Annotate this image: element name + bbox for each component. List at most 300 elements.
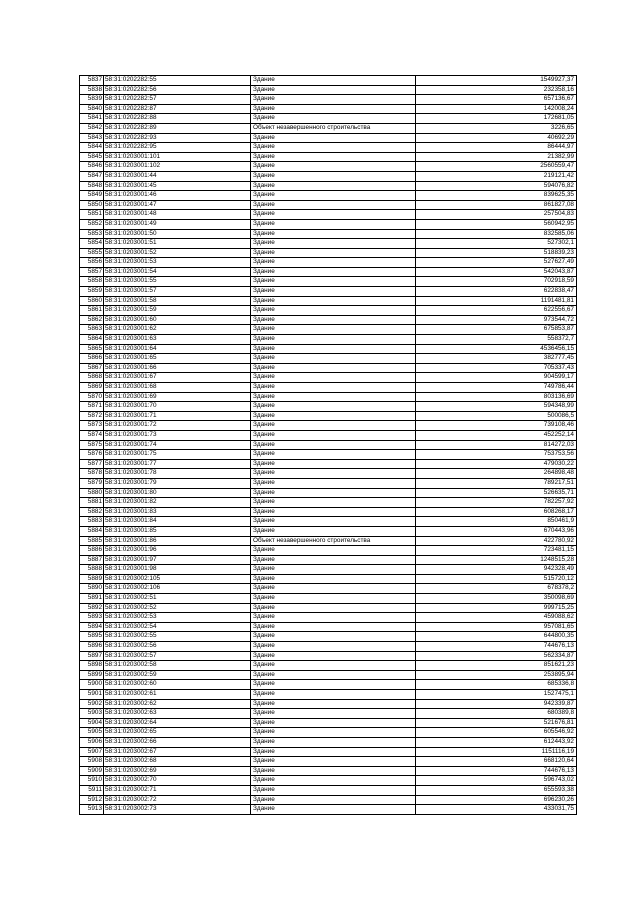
row-number: 5856 xyxy=(80,258,104,268)
object-type: Здание xyxy=(251,766,416,776)
cadastral-number: 58:31:0203001:63 xyxy=(104,335,251,345)
cadastral-value: 560942,95 xyxy=(416,219,577,229)
cadastral-value: 705337,43 xyxy=(416,363,577,373)
cadastral-value: 744676,13 xyxy=(416,766,577,776)
table-row xyxy=(80,526,577,536)
object-type: Здание xyxy=(251,546,416,556)
object-type: Здание xyxy=(251,670,416,680)
cadastral-number: 58:31:0203001:68 xyxy=(104,383,251,393)
object-type: Здание xyxy=(251,258,416,268)
cadastral-value: 814272,03 xyxy=(416,440,577,450)
cadastral-value: 521676,81 xyxy=(416,718,577,728)
table-row xyxy=(80,162,577,172)
cadastral-number: 58:31:0203002:69 xyxy=(104,766,251,776)
table-row xyxy=(80,171,577,181)
table-row xyxy=(80,354,577,364)
object-type: Здание xyxy=(251,603,416,613)
object-type: Здание xyxy=(251,133,416,143)
object-type: Здание xyxy=(251,469,416,479)
table-row xyxy=(80,459,577,469)
cadastral-value: 851621,23 xyxy=(416,661,577,671)
table-row xyxy=(80,143,577,153)
table-row xyxy=(80,680,577,690)
table-row xyxy=(80,785,577,795)
cadastral-value: 850461,9 xyxy=(416,517,577,527)
row-number: 5841 xyxy=(80,114,104,124)
object-type: Здание xyxy=(251,699,416,709)
row-number: 5850 xyxy=(80,200,104,210)
object-type: Здание xyxy=(251,565,416,575)
object-type: Здание xyxy=(251,335,416,345)
object-type: Здание xyxy=(251,450,416,460)
object-type: Здание xyxy=(251,383,416,393)
object-type: Здание xyxy=(251,718,416,728)
row-number: 5884 xyxy=(80,526,104,536)
table-row xyxy=(80,565,577,575)
cadastral-number: 58:31:0203002:62 xyxy=(104,699,251,709)
cadastral-number: 58:31:0203002:60 xyxy=(104,680,251,690)
row-number: 5891 xyxy=(80,594,104,604)
cadastral-value: 142008,24 xyxy=(416,104,577,114)
cadastral-value: 657136,67 xyxy=(416,95,577,105)
object-type: Здание xyxy=(251,430,416,440)
cadastral-value: 723481,15 xyxy=(416,546,577,556)
cadastral-number: 58:31:0203001:77 xyxy=(104,459,251,469)
cadastral-number: 58:31:0203001:55 xyxy=(104,277,251,287)
row-number: 5851 xyxy=(80,210,104,220)
table-row xyxy=(80,239,577,249)
object-type: Здание xyxy=(251,478,416,488)
cadastral-number: 58:31:0203001:67 xyxy=(104,373,251,383)
row-number: 5908 xyxy=(80,757,104,767)
cadastral-value: 542043,87 xyxy=(416,267,577,277)
cadastral-value: 433031,75 xyxy=(416,805,577,815)
cadastral-value: 789217,51 xyxy=(416,478,577,488)
row-number: 5844 xyxy=(80,143,104,153)
row-number: 5895 xyxy=(80,632,104,642)
cadastral-value: 350098,69 xyxy=(416,594,577,604)
cadastral-number: 58:31:0203001:79 xyxy=(104,478,251,488)
cadastral-value: 526635,71 xyxy=(416,488,577,498)
cadastral-number: 58:31:0203002:66 xyxy=(104,737,251,747)
object-type: Здание xyxy=(251,219,416,229)
cadastral-number: 58:31:0203001:80 xyxy=(104,488,251,498)
cadastral-number: 58:31:0203001:75 xyxy=(104,450,251,460)
row-number: 5869 xyxy=(80,383,104,393)
table-row xyxy=(80,229,577,239)
cadastral-number: 58:31:0203001:74 xyxy=(104,440,251,450)
cadastral-number: 58:31:0203001:98 xyxy=(104,565,251,575)
object-type: Здание xyxy=(251,690,416,700)
row-number: 5860 xyxy=(80,296,104,306)
object-type: Здание xyxy=(251,229,416,239)
object-type: Здание xyxy=(251,709,416,719)
cadastral-number: 58:31:0203002:63 xyxy=(104,709,251,719)
object-type: Здание xyxy=(251,402,416,412)
table-row xyxy=(80,123,577,133)
row-number: 5889 xyxy=(80,574,104,584)
object-type: Здание xyxy=(251,440,416,450)
object-type: Здание xyxy=(251,344,416,354)
object-type: Здание xyxy=(251,526,416,536)
table-row xyxy=(80,642,577,652)
cadastral-number: 58:31:0202282:95 xyxy=(104,143,251,153)
row-number: 5863 xyxy=(80,325,104,335)
table-row xyxy=(80,651,577,661)
cadastral-value: 1527475,1 xyxy=(416,690,577,700)
table-row xyxy=(80,411,577,421)
object-type: Здание xyxy=(251,191,416,201)
row-number: 5890 xyxy=(80,584,104,594)
cadastral-number: 58:31:0203001:71 xyxy=(104,411,251,421)
table-row xyxy=(80,104,577,114)
cadastral-value: 685336,8 xyxy=(416,680,577,690)
row-number: 5839 xyxy=(80,95,104,105)
object-type: Здание xyxy=(251,728,416,738)
object-type: Здание xyxy=(251,267,416,277)
object-type: Здание xyxy=(251,632,416,642)
object-type: Здание xyxy=(251,747,416,757)
table-row xyxy=(80,594,577,604)
cadastral-number: 58:31:0203002:57 xyxy=(104,651,251,661)
cadastral-value: 622556,67 xyxy=(416,306,577,316)
cadastral-number: 58:31:0203001:49 xyxy=(104,219,251,229)
table-row xyxy=(80,133,577,143)
object-type: Здание xyxy=(251,152,416,162)
table-row xyxy=(80,248,577,258)
cadastral-value: 253895,94 xyxy=(416,670,577,680)
cadastral-value: 832585,06 xyxy=(416,229,577,239)
cadastral-value: 500086,5 xyxy=(416,411,577,421)
object-type: Здание xyxy=(251,181,416,191)
cadastral-value: 594348,99 xyxy=(416,402,577,412)
table-row xyxy=(80,114,577,124)
cadastral-number: 58:31:0203001:51 xyxy=(104,239,251,249)
object-type: Здание xyxy=(251,315,416,325)
cadastral-number: 58:31:0203001:78 xyxy=(104,469,251,479)
cadastral-number: 58:31:0203001:86 xyxy=(104,536,251,546)
cadastral-number: 58:31:0203002:65 xyxy=(104,728,251,738)
cadastral-value: 527627,49 xyxy=(416,258,577,268)
table-row xyxy=(80,306,577,316)
cadastral-value: 21382,99 xyxy=(416,152,577,162)
row-number: 5837 xyxy=(80,76,104,86)
table-row xyxy=(80,584,577,594)
cadastral-value: 782257,92 xyxy=(416,498,577,508)
row-number: 5845 xyxy=(80,152,104,162)
object-type: Здание xyxy=(251,421,416,431)
cadastral-number: 58:31:0203001:72 xyxy=(104,421,251,431)
object-type: Здание xyxy=(251,488,416,498)
cadastral-number: 58:31:0203002:55 xyxy=(104,632,251,642)
cadastral-value: 518839,23 xyxy=(416,248,577,258)
row-number: 5900 xyxy=(80,680,104,690)
row-number: 5897 xyxy=(80,651,104,661)
cadastral-value: 803136,69 xyxy=(416,392,577,402)
table-row xyxy=(80,450,577,460)
table-body xyxy=(80,76,577,815)
table-row xyxy=(80,277,577,287)
object-type: Здание xyxy=(251,594,416,604)
cadastral-value: 942328,49 xyxy=(416,565,577,575)
row-number: 5902 xyxy=(80,699,104,709)
cadastral-number: 58:31:0203001:85 xyxy=(104,526,251,536)
cadastral-value: 675853,87 xyxy=(416,325,577,335)
table-row xyxy=(80,440,577,450)
row-number: 5888 xyxy=(80,565,104,575)
row-number: 5913 xyxy=(80,805,104,815)
table-row xyxy=(80,478,577,488)
table-row xyxy=(80,488,577,498)
cadastral-value: 1151116,19 xyxy=(416,747,577,757)
cadastral-value: 904599,17 xyxy=(416,373,577,383)
cadastral-value: 744676,13 xyxy=(416,642,577,652)
cadastral-value: 612443,92 xyxy=(416,737,577,747)
cadastral-value: 40692,29 xyxy=(416,133,577,143)
table-row xyxy=(80,661,577,671)
row-number: 5855 xyxy=(80,248,104,258)
row-number: 5862 xyxy=(80,315,104,325)
table-row xyxy=(80,632,577,642)
object-type: Здание xyxy=(251,85,416,95)
table-row xyxy=(80,718,577,728)
table-row xyxy=(80,430,577,440)
row-number: 5880 xyxy=(80,488,104,498)
cadastral-number: 58:31:0203001:102 xyxy=(104,162,251,172)
cadastral-value: 172681,05 xyxy=(416,114,577,124)
cadastral-number: 58:31:0203001:44 xyxy=(104,171,251,181)
row-number: 5881 xyxy=(80,498,104,508)
table-row xyxy=(80,421,577,431)
object-type: Здание xyxy=(251,411,416,421)
cadastral-value: 479030,22 xyxy=(416,459,577,469)
cadastral-value-table xyxy=(79,75,577,815)
object-type: Здание xyxy=(251,248,416,258)
cadastral-number: 58:31:0203001:97 xyxy=(104,555,251,565)
row-number: 5865 xyxy=(80,344,104,354)
table-row xyxy=(80,536,577,546)
object-type: Здание xyxy=(251,373,416,383)
object-type: Здание xyxy=(251,622,416,632)
row-number: 5882 xyxy=(80,507,104,517)
cadastral-value: 422780,92 xyxy=(416,536,577,546)
cadastral-number: 58:31:0203001:83 xyxy=(104,507,251,517)
table-row xyxy=(80,373,577,383)
row-number: 5873 xyxy=(80,421,104,431)
table-row xyxy=(80,469,577,479)
row-number: 5868 xyxy=(80,373,104,383)
table-row xyxy=(80,776,577,786)
cadastral-value: 957081,65 xyxy=(416,622,577,632)
table-row xyxy=(80,757,577,767)
cadastral-value: 452252,14 xyxy=(416,430,577,440)
cadastral-number: 58:31:0203002:71 xyxy=(104,785,251,795)
table-row xyxy=(80,315,577,325)
row-number: 5853 xyxy=(80,229,104,239)
row-number: 5849 xyxy=(80,191,104,201)
cadastral-number: 58:31:0203001:45 xyxy=(104,181,251,191)
row-number: 5857 xyxy=(80,267,104,277)
object-type: Здание xyxy=(251,517,416,527)
cadastral-number: 58:31:0202282:93 xyxy=(104,133,251,143)
cadastral-number: 58:31:0202282:89 xyxy=(104,123,251,133)
cadastral-value: 605546,92 xyxy=(416,728,577,738)
cadastral-value: 257504,83 xyxy=(416,210,577,220)
table-row xyxy=(80,402,577,412)
row-number: 5883 xyxy=(80,517,104,527)
object-type: Объект незавершенного строительства xyxy=(251,123,416,133)
cadastral-value: 596743,02 xyxy=(416,776,577,786)
cadastral-number: 58:31:0203001:73 xyxy=(104,430,251,440)
object-type: Здание xyxy=(251,392,416,402)
table-row xyxy=(80,95,577,105)
object-type: Здание xyxy=(251,171,416,181)
object-type: Здание xyxy=(251,354,416,364)
row-number: 5886 xyxy=(80,546,104,556)
cadastral-number: 58:31:0203001:46 xyxy=(104,191,251,201)
row-number: 5871 xyxy=(80,402,104,412)
cadastral-number: 58:31:0203001:101 xyxy=(104,152,251,162)
row-number: 5903 xyxy=(80,709,104,719)
row-number: 5864 xyxy=(80,335,104,345)
row-number: 5870 xyxy=(80,392,104,402)
table-row xyxy=(80,200,577,210)
object-type: Здание xyxy=(251,104,416,114)
row-number: 5901 xyxy=(80,690,104,700)
table-row xyxy=(80,344,577,354)
table-row xyxy=(80,747,577,757)
table-row xyxy=(80,805,577,815)
table-row xyxy=(80,258,577,268)
cadastral-number: 58:31:0203001:64 xyxy=(104,344,251,354)
cadastral-value: 670443,96 xyxy=(416,526,577,536)
object-type: Здание xyxy=(251,325,416,335)
cadastral-number: 58:31:0203002:54 xyxy=(104,622,251,632)
cadastral-number: 58:31:0203002:56 xyxy=(104,642,251,652)
cadastral-number: 58:31:0203002:53 xyxy=(104,613,251,623)
cadastral-value: 2560559,47 xyxy=(416,162,577,172)
table-row xyxy=(80,670,577,680)
row-number: 5892 xyxy=(80,603,104,613)
cadastral-number: 58:31:0203002:59 xyxy=(104,670,251,680)
object-type: Здание xyxy=(251,95,416,105)
object-type: Здание xyxy=(251,507,416,517)
row-number: 5846 xyxy=(80,162,104,172)
object-type: Объект незавершенного строительства xyxy=(251,536,416,546)
object-type: Здание xyxy=(251,287,416,297)
cadastral-number: 58:31:0203001:69 xyxy=(104,392,251,402)
table-row xyxy=(80,85,577,95)
cadastral-value: 942339,87 xyxy=(416,699,577,709)
table-row xyxy=(80,267,577,277)
row-number: 5899 xyxy=(80,670,104,680)
cadastral-value: 655593,38 xyxy=(416,785,577,795)
object-type: Здание xyxy=(251,651,416,661)
object-type: Здание xyxy=(251,661,416,671)
cadastral-number: 58:31:0203002:106 xyxy=(104,584,251,594)
cadastral-number: 58:31:0203002:67 xyxy=(104,747,251,757)
cadastral-number: 58:31:0203002:105 xyxy=(104,574,251,584)
cadastral-number: 58:31:0203001:47 xyxy=(104,200,251,210)
object-type: Здание xyxy=(251,805,416,815)
table-row xyxy=(80,498,577,508)
row-number: 5842 xyxy=(80,123,104,133)
cadastral-value: 839625,35 xyxy=(416,191,577,201)
table-row xyxy=(80,574,577,584)
object-type: Здание xyxy=(251,76,416,86)
object-type: Здание xyxy=(251,363,416,373)
cadastral-number: 58:31:0203001:62 xyxy=(104,325,251,335)
row-number: 5872 xyxy=(80,411,104,421)
row-number: 5847 xyxy=(80,171,104,181)
row-number: 5896 xyxy=(80,642,104,652)
cadastral-number: 58:31:0203001:53 xyxy=(104,258,251,268)
row-number: 5893 xyxy=(80,613,104,623)
cadastral-number: 58:31:0202282:57 xyxy=(104,95,251,105)
object-type: Здание xyxy=(251,613,416,623)
row-number: 5879 xyxy=(80,478,104,488)
table-row xyxy=(80,737,577,747)
object-type: Здание xyxy=(251,574,416,584)
cadastral-number: 58:31:0202282:56 xyxy=(104,85,251,95)
cadastral-value: 594076,82 xyxy=(416,181,577,191)
cadastral-number: 58:31:0203002:52 xyxy=(104,603,251,613)
cadastral-number: 58:31:0202282:88 xyxy=(104,114,251,124)
object-type: Здание xyxy=(251,757,416,767)
row-number: 5861 xyxy=(80,306,104,316)
cadastral-value: 86444,97 xyxy=(416,143,577,153)
cadastral-number: 58:31:0203001:70 xyxy=(104,402,251,412)
table-row xyxy=(80,335,577,345)
cadastral-number: 58:31:0203001:60 xyxy=(104,315,251,325)
row-number: 5866 xyxy=(80,354,104,364)
table-row xyxy=(80,287,577,297)
cadastral-value: 622838,47 xyxy=(416,287,577,297)
cadastral-number: 58:31:0203001:66 xyxy=(104,363,251,373)
row-number: 5904 xyxy=(80,718,104,728)
object-type: Здание xyxy=(251,200,416,210)
object-type: Здание xyxy=(251,555,416,565)
cadastral-number: 58:31:0203002:72 xyxy=(104,795,251,805)
cadastral-value: 678378,2 xyxy=(416,584,577,594)
cadastral-value: 264898,48 xyxy=(416,469,577,479)
object-type: Здание xyxy=(251,162,416,172)
cadastral-number: 58:31:0203001:57 xyxy=(104,287,251,297)
cadastral-value: 608268,17 xyxy=(416,507,577,517)
object-type: Здание xyxy=(251,498,416,508)
object-type: Здание xyxy=(251,584,416,594)
row-number: 5911 xyxy=(80,785,104,795)
cadastral-number: 58:31:0203001:48 xyxy=(104,210,251,220)
row-number: 5906 xyxy=(80,737,104,747)
object-type: Здание xyxy=(251,776,416,786)
object-type: Здание xyxy=(251,210,416,220)
row-number: 5843 xyxy=(80,133,104,143)
cadastral-number: 58:31:0203001:54 xyxy=(104,267,251,277)
cadastral-number: 58:31:0203002:64 xyxy=(104,718,251,728)
cadastral-value: 232358,16 xyxy=(416,85,577,95)
cadastral-value: 1248515,28 xyxy=(416,555,577,565)
row-number: 5859 xyxy=(80,287,104,297)
row-number: 5909 xyxy=(80,766,104,776)
row-number: 5840 xyxy=(80,104,104,114)
object-type: Здание xyxy=(251,296,416,306)
table-row xyxy=(80,383,577,393)
row-number: 5848 xyxy=(80,181,104,191)
object-type: Здание xyxy=(251,459,416,469)
row-number: 5867 xyxy=(80,363,104,373)
cadastral-value: 973544,72 xyxy=(416,315,577,325)
